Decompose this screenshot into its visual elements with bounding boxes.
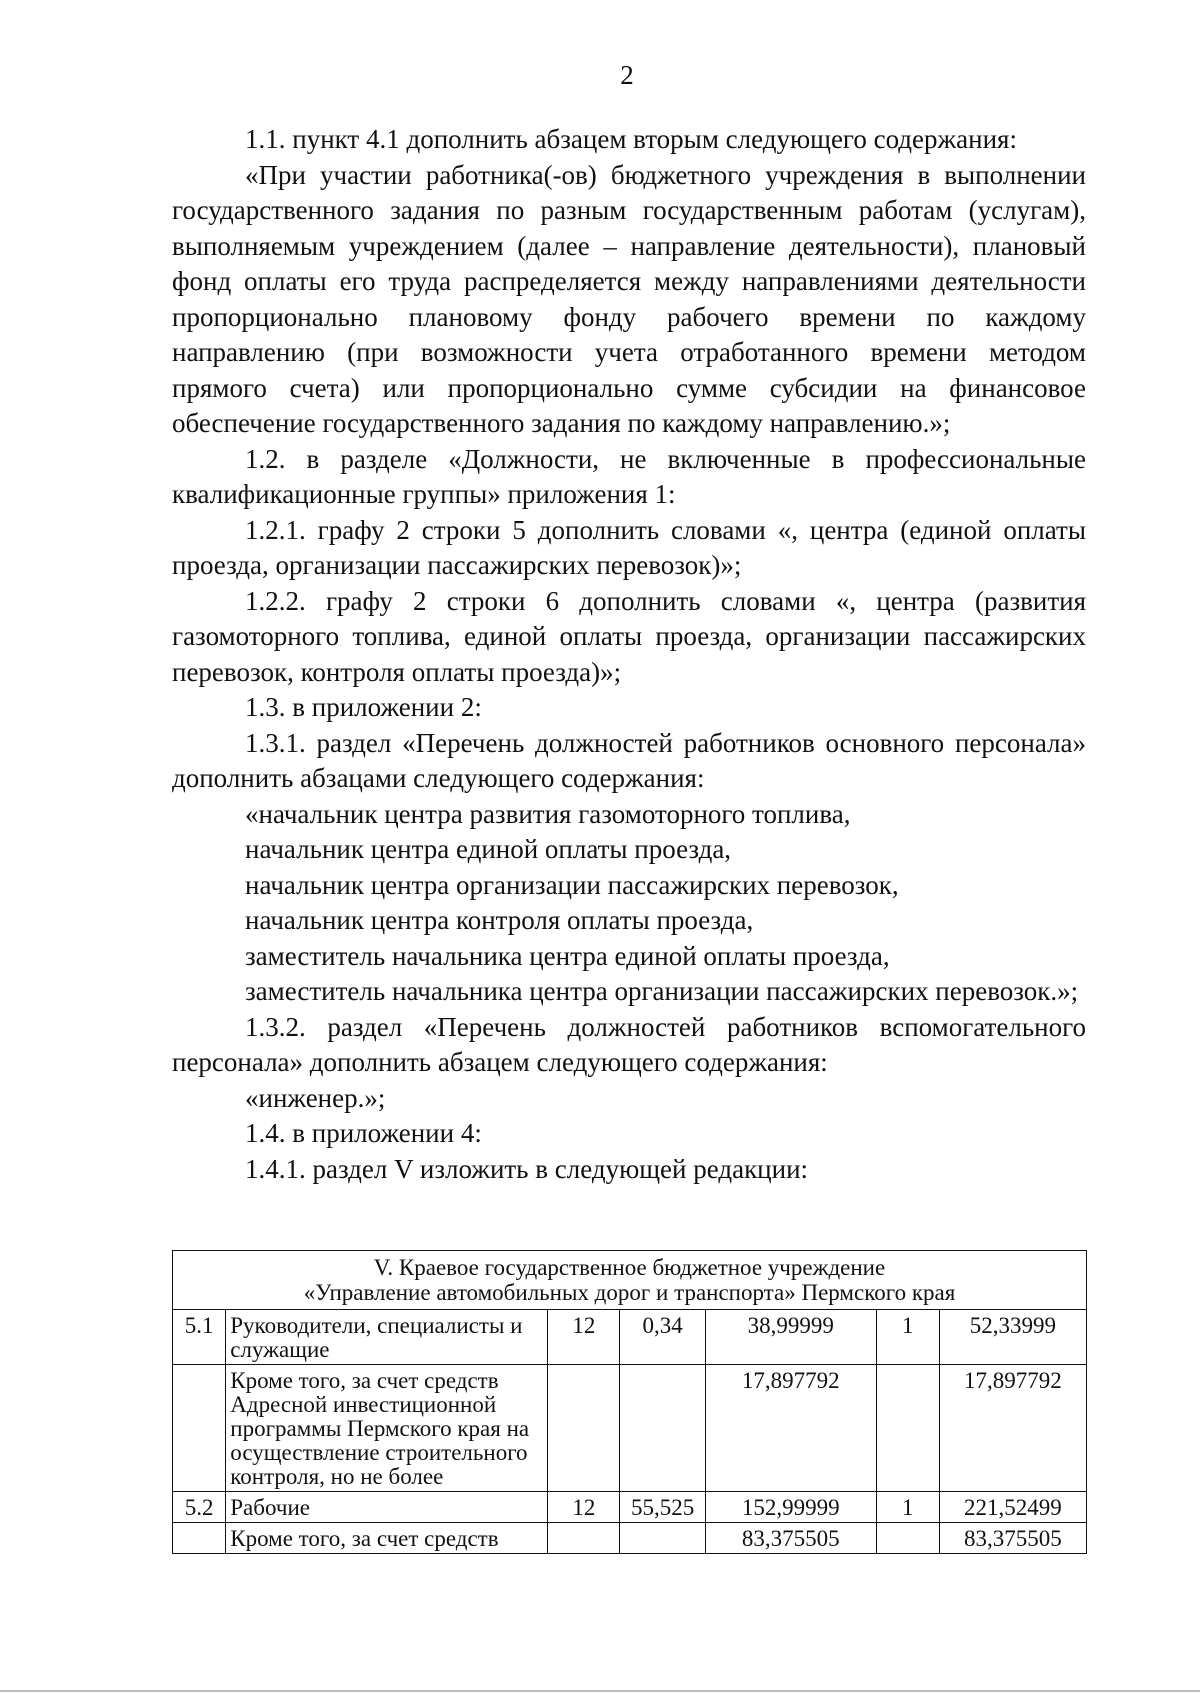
row-value: 1	[876, 1310, 939, 1365]
row-value: 152,99999	[705, 1492, 876, 1523]
paragraph: 1.3. в приложении 2:	[245, 692, 482, 722]
page-number: 2	[620, 60, 634, 90]
row-value: 83,375505	[705, 1523, 876, 1554]
paragraph: начальник центра единой оплаты проезда,	[245, 834, 732, 864]
row-value: 12	[548, 1492, 620, 1523]
table-header-line: V. Краевое государственное бюджетное учреждение	[373, 1255, 886, 1280]
document-body	[172, 122, 1086, 1187]
paragraph: 1.2.1. графу 2 строки 5 дополнить словами «, центра (единой оплаты проезда, организации пассажирских перевозок)»;	[172, 514, 1086, 580]
row-value	[548, 1523, 620, 1554]
paragraph: 1.3.2. раздел «Перечень должностей работников вспомогательного персонала» дополнить абзацем следующего содержания:	[172, 1011, 1086, 1077]
row-number	[173, 1365, 226, 1492]
row-value	[548, 1365, 620, 1492]
row-value: 38,99999	[705, 1310, 876, 1365]
paragraph: 1.4. в приложении 4:	[245, 1118, 482, 1148]
row-value	[876, 1365, 939, 1492]
row-value: 17,897792	[939, 1365, 1086, 1492]
table-row	[173, 1492, 1087, 1523]
paragraph: 1.4.1. раздел V изложить в следующей редакции:	[245, 1153, 809, 1184]
table-row	[173, 1365, 1087, 1492]
row-value	[620, 1523, 705, 1554]
row-value: 221,52499	[939, 1492, 1086, 1523]
row-name: Руководители, специалисты и служащие	[226, 1310, 548, 1365]
row-number: 5.1	[173, 1310, 226, 1365]
row-value: 17,897792	[705, 1365, 876, 1492]
paragraph: 1.2.2. графу 2 строки 6 дополнить словами «, центра (развития газомоторного топлива, единой оплаты проезда, организации пассажирских перевозок, контроля оплаты проезда)»;	[172, 585, 1086, 687]
table-header	[173, 1251, 1087, 1310]
paragraph: «инженер.»;	[245, 1082, 386, 1113]
table-row	[173, 1310, 1087, 1365]
row-name: Кроме того, за счет средств	[226, 1523, 548, 1554]
table-row	[173, 1523, 1087, 1554]
row-value	[876, 1523, 939, 1554]
paragraph: начальник центра организации пассажирских перевозок,	[245, 869, 899, 900]
paragraph: 1.3.1. раздел «Перечень должностей работников основного персонала» дополнить абзацами следующего содержания:	[172, 727, 1086, 793]
paragraph: «При участии работника(-ов) бюджетного учреждения в выполнении государственного задания по разным государственным работам (услугам), выполняемым учреждением (далее – направление деятельности), плановый фонд оплаты его труда распределяется между направлениями деятельности пропорционально плановому фонду рабочего времени по каждому направлению (при возможности учета отработанного времени методом прямого счета) или пропорционально сумме субсидии на финансовое обеспечение государственного задания по каждому направлению.»;	[172, 159, 1086, 438]
paragraph: начальник центра контроля оплаты проезда,	[245, 905, 754, 935]
row-value: 83,375505	[939, 1523, 1086, 1554]
row-value	[620, 1365, 705, 1492]
paragraph: 1.2. в разделе «Должности, не включенные в профессиональные квалификационные группы» приложения 1:	[172, 443, 1086, 509]
row-name: Кроме того, за счет средств Адресной инвестиционной программы Пермского края на осуществление строительного контроля, но не более	[226, 1365, 548, 1492]
row-value: 0,34	[620, 1310, 705, 1365]
row-value: 1	[876, 1492, 939, 1523]
paragraph: 1.1. пункт 4.1 дополнить абзацем вторым следующего содержания:	[245, 124, 1017, 154]
row-value: 52,33999	[939, 1310, 1086, 1365]
table-header-line: «Управление автомобильных дорог и транспорта» Пермского края	[303, 1280, 956, 1305]
row-number	[173, 1523, 226, 1554]
paragraph: заместитель начальника центра организации пассажирских перевозок.»;	[245, 976, 1079, 1006]
row-name: Рабочие	[226, 1492, 548, 1523]
row-number: 5.2	[173, 1492, 226, 1523]
paragraph: заместитель начальника центра единой оплаты проезда,	[245, 940, 890, 971]
scan-edge-line	[0, 1690, 1200, 1692]
row-value: 55,525	[620, 1492, 705, 1523]
row-value: 12	[548, 1310, 620, 1365]
table-header-row	[173, 1251, 1087, 1310]
section-v-table	[172, 1250, 1087, 1554]
paragraph: «начальник центра развития газомоторного топлива,	[245, 798, 851, 829]
